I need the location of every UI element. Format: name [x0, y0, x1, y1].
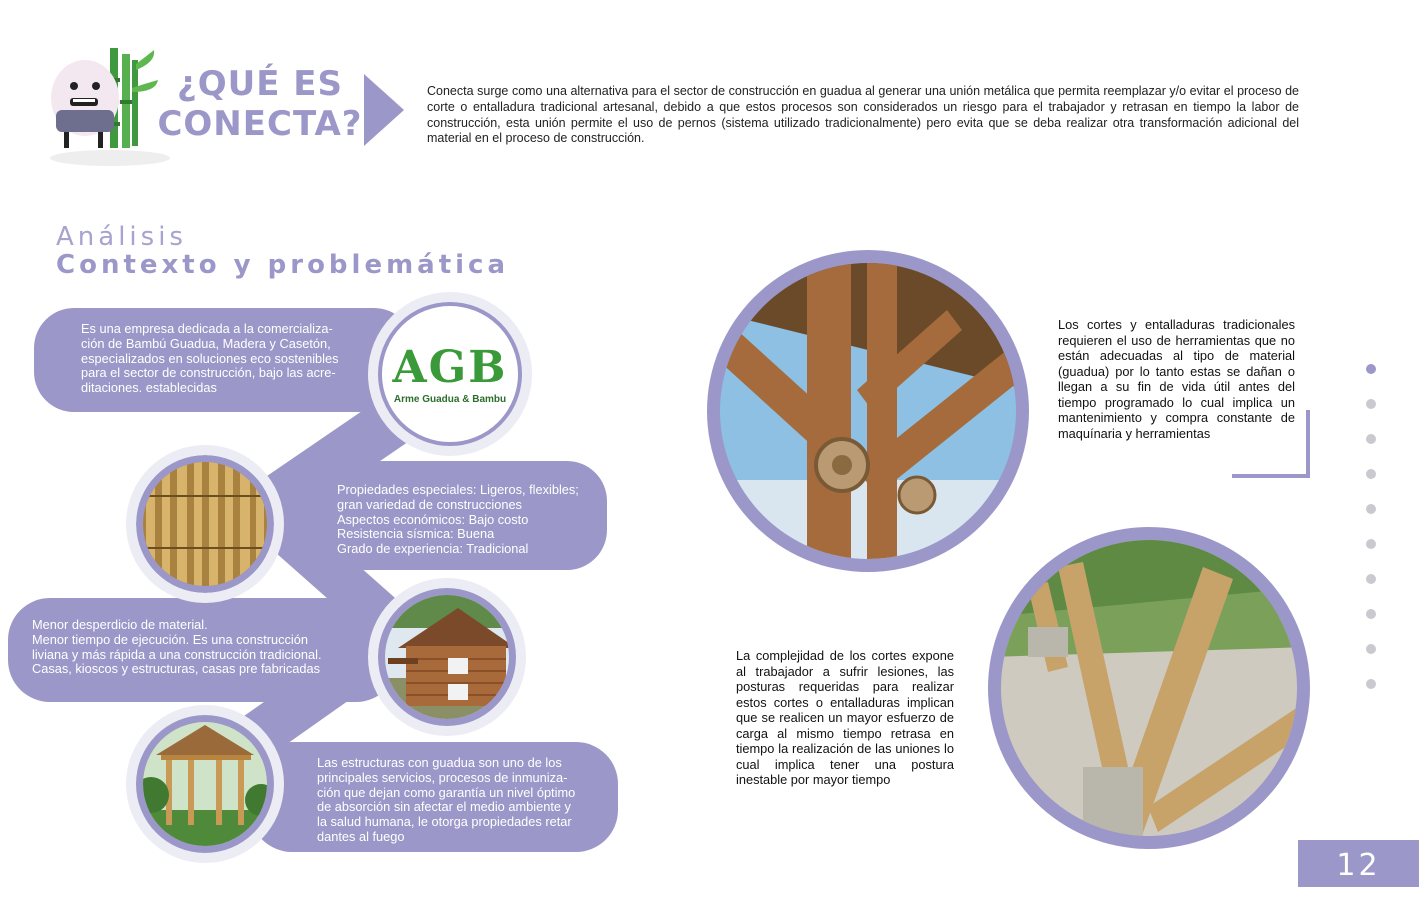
bamboo-poles-photo-circle — [136, 455, 274, 593]
page-dot[interactable] — [1366, 504, 1376, 514]
page-dot[interactable] — [1366, 399, 1376, 409]
bamboo-poles-photo — [136, 455, 274, 593]
properties-line: Resistencia sísmica: Buena — [337, 526, 495, 542]
company-pill — [34, 308, 414, 412]
section-subtitle: Contexto y problemática — [56, 250, 510, 280]
company-line: Es una empresa dedicada a la comercializa- — [81, 321, 333, 336]
bamboo-structure-photo — [988, 527, 1310, 849]
page-dot[interactable] — [1366, 539, 1376, 549]
services-line: dantes al fuego — [317, 828, 405, 844]
title-arrow-icon — [364, 74, 404, 146]
company-line: ditaciones. establecidas — [81, 380, 217, 396]
page-dot[interactable] — [1366, 609, 1376, 619]
services-line: la salud humana, le otorga propiedades retar — [317, 814, 572, 830]
page-title — [150, 64, 370, 144]
company-line: especializados en soluciones eco sostenibles — [81, 350, 339, 366]
injury-paragraph: La complejidad de los cortes expone al trabajador a sufrir lesiones, las posturas requeridas para realizar estos cortes o entalladuras implican que se realicen un mayor esfuerzo de carga al mismo tiempo retrasa en tiempo la realización de las uniones lo cual implica tener una postura inestable por mayor tiempo — [736, 648, 954, 787]
section-title: Análisis — [56, 222, 187, 252]
intro-paragraph: Conecta surge como una alternativa para el sector de construcción en guadua al generar una unión metálica que permita reemplazar y/o evitar el proceso de corte o entalladura tradicional artesanal, debido a que estos procesos son considerados un riesgo para el trabajador y retrasan en tiempo la labor de construcción, esta unión permite el uso de pernos (sistema utilizado tradicionalmente) pero evita que se deba realizar otra transformación adicional del material en el proceso de construcción. — [427, 84, 1299, 146]
services-line: ción que dejan como garantía un nivel óptimo — [317, 784, 576, 800]
tools-paragraph: Los cortes y entalladuras tradicionales requieren el uso de herramientas que no están adecuadas al tipo de material (guadua) por lo tanto estas se dañan o llegan a su fin de vida útil antes del tiempo programado lo cual implica un mantenimiento y compra constante de maquínaria y herramientas — [1058, 317, 1295, 441]
logo-circle — [378, 302, 522, 446]
page-number: 12 — [1298, 840, 1419, 887]
services-pill — [250, 742, 618, 852]
benefits-line: liviana y más rápida a una construcción tradicional. — [32, 646, 322, 662]
properties-line: Aspectos económicos: Bajo costo — [337, 511, 529, 527]
page-dot[interactable] — [1366, 574, 1376, 584]
properties-line: Propiedades especiales: Ligeros, flexibles; — [337, 482, 579, 497]
page-dot[interactable] — [1366, 679, 1376, 689]
title-line-1: ¿QUÉ ES — [176, 64, 343, 104]
logo-tagline: Arme Guadua & Bambu — [393, 394, 507, 405]
page-dot[interactable] — [1366, 469, 1376, 479]
benefits-pill — [8, 598, 398, 702]
bamboo-joint-photo — [707, 250, 1029, 572]
corner-bracket-icon — [1232, 410, 1312, 480]
page-dots — [1366, 364, 1376, 694]
properties-line: Grado de experiencia: Tradicional — [337, 541, 529, 557]
company-line: ción de Bambú Guadua, Madera y Casetón, — [81, 335, 331, 351]
title-line-2: CONECTA? — [157, 104, 363, 144]
page-dot-active[interactable] — [1366, 364, 1376, 374]
pavilion-photo — [136, 715, 274, 853]
properties-pill — [290, 461, 607, 570]
services-line: de absorción sin afectar el medio ambiente y — [317, 799, 571, 815]
pavilion-photo-circle — [136, 715, 274, 853]
benefits-line: Menor desperdicio de material. — [32, 617, 208, 632]
company-line: para el sector de construcción, bajo las acre- — [81, 365, 336, 381]
cabin-photo-circle — [378, 588, 516, 726]
cabin-photo — [378, 588, 516, 726]
logo-brand: AGB — [392, 342, 508, 393]
benefits-line: Menor tiempo de ejecución. Es una construcción — [32, 631, 308, 647]
services-line: principales servicios, procesos de inmuniza- — [317, 769, 568, 785]
services-line: Las estructuras con guadua son uno de los — [317, 755, 562, 770]
page-dot[interactable] — [1366, 434, 1376, 444]
properties-line: gran variedad de construcciones — [337, 496, 522, 512]
page-dot[interactable] — [1366, 644, 1376, 654]
benefits-line: Casas, kioscos y estructuras, casas pre fabricadas — [32, 661, 321, 677]
